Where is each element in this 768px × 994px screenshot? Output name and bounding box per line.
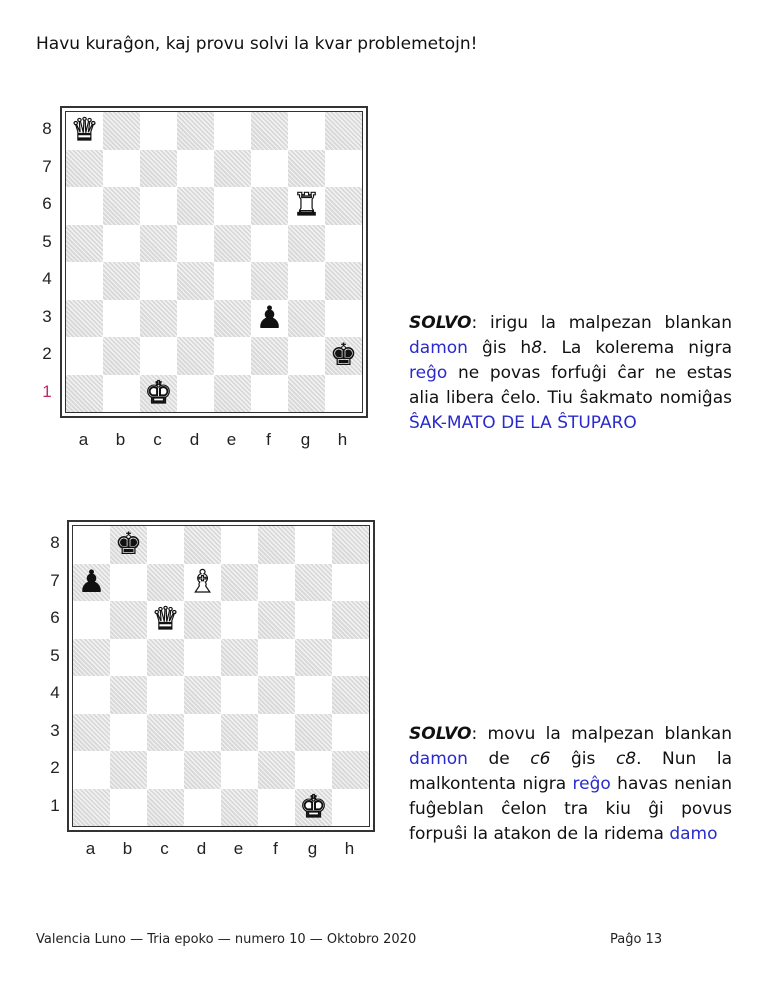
- square-f4: [251, 262, 288, 300]
- square-a8: [66, 112, 103, 150]
- link-rego[interactable]: reĝo: [409, 363, 448, 383]
- square-d5: [177, 225, 214, 263]
- square-e5: [214, 225, 251, 263]
- file-label: b: [115, 430, 126, 449]
- square-d7: [177, 150, 214, 188]
- white-king-icon: ♚: [144, 374, 173, 411]
- square-g5: [295, 639, 332, 677]
- square-d8: [184, 526, 221, 564]
- square-b2: [110, 751, 147, 789]
- square-b5: [110, 639, 147, 677]
- square-b3: [103, 300, 140, 338]
- square-g7: [295, 564, 332, 602]
- square-d6: [184, 601, 221, 639]
- square-c6: [147, 601, 184, 639]
- rank-label: 1: [50, 795, 60, 815]
- chess-board: [60, 106, 368, 418]
- solution-label: SOLVO: [409, 313, 472, 333]
- square-b6: [110, 601, 147, 639]
- square-c3: [147, 714, 184, 752]
- white-rook-icon: ♜: [292, 187, 321, 224]
- link-rego[interactable]: reĝo: [572, 774, 611, 794]
- square-c2: [140, 337, 177, 375]
- square-h4: [332, 676, 369, 714]
- square-h7: [325, 150, 362, 188]
- black-pawn-icon: ♟: [255, 299, 284, 336]
- white-queen-icon: ♛: [151, 601, 180, 638]
- square-d2: [184, 751, 221, 789]
- square-a5: [73, 639, 110, 677]
- square-a3: [66, 300, 103, 338]
- square-f2: [258, 751, 295, 789]
- link-damon[interactable]: damon: [409, 749, 468, 769]
- white-bishop-icon: ♝: [188, 563, 217, 600]
- rank-label: 7: [42, 156, 52, 176]
- square-b3: [110, 714, 147, 752]
- intro-text: Havu kuraĝon, kaj provu solvi la kvar problemetojn!: [36, 34, 478, 54]
- file-label: a: [85, 839, 96, 858]
- square-e4: [214, 262, 251, 300]
- square-g6: [295, 601, 332, 639]
- square-a1: [66, 375, 103, 413]
- square-e3: [214, 300, 251, 338]
- square-b5: [103, 225, 140, 263]
- solution-text: . Nun la malkontenta nigra: [409, 749, 733, 794]
- solution-text: : movu la malpezan blankan: [471, 724, 732, 744]
- square-e1: [221, 789, 258, 827]
- square-h5: [332, 639, 369, 677]
- footer-page-number: Paĝo 13: [610, 932, 663, 947]
- square-c8: [147, 526, 184, 564]
- rank-label: 5: [42, 231, 52, 251]
- square-a8: [73, 526, 110, 564]
- square-c6: [140, 187, 177, 225]
- square-c5: [140, 225, 177, 263]
- square-a6: [73, 601, 110, 639]
- square-g1: [288, 375, 325, 413]
- square-ref: c8: [615, 749, 637, 769]
- square-c2: [147, 751, 184, 789]
- square-e6: [221, 601, 258, 639]
- square-d4: [184, 676, 221, 714]
- link-damon[interactable]: damon: [409, 338, 468, 358]
- square-g4: [288, 262, 325, 300]
- footer-publication: Valencia Luno — Tria epoko — numero 10 — Oktobro 2020: [36, 932, 417, 947]
- white-queen-icon: ♛: [70, 112, 99, 149]
- square-c4: [140, 262, 177, 300]
- square-f3: [251, 300, 288, 338]
- square-e6: [214, 187, 251, 225]
- square-g3: [295, 714, 332, 752]
- black-king-icon: ♚: [329, 337, 358, 374]
- square-b1: [103, 375, 140, 413]
- square-a1: [73, 789, 110, 827]
- solution-text: de: [467, 749, 531, 769]
- solution-text: ne povas forfuĝi ĉar ne estas alia libera ĉelo. Tiu ŝakmato nomiĝas: [409, 363, 732, 408]
- solution-text-1: [409, 311, 732, 436]
- square-a6: [66, 187, 103, 225]
- square-h3: [325, 300, 362, 338]
- square-h6: [332, 601, 369, 639]
- square-ref: 8: [531, 338, 543, 358]
- square-g5: [288, 225, 325, 263]
- square-c4: [147, 676, 184, 714]
- square-g2: [295, 751, 332, 789]
- square-g6: [288, 187, 325, 225]
- rank-label: 1: [42, 381, 52, 401]
- rank-label: 6: [42, 194, 52, 213]
- file-label: b: [122, 839, 133, 858]
- square-b4: [110, 676, 147, 714]
- square-b7: [103, 150, 140, 188]
- rank-label: 3: [42, 306, 52, 326]
- file-label: d: [189, 430, 200, 449]
- square-h4: [325, 262, 362, 300]
- solution-text-2: [409, 722, 732, 847]
- square-h8: [325, 112, 362, 150]
- file-label: c: [153, 430, 162, 449]
- file-label: g: [307, 839, 318, 858]
- square-h1: [332, 789, 369, 827]
- square-e5: [221, 639, 258, 677]
- square-c8: [140, 112, 177, 150]
- file-label: d: [196, 839, 207, 858]
- solution-label: SOLVO: [409, 724, 472, 744]
- square-e7: [214, 150, 251, 188]
- square-f7: [258, 564, 295, 602]
- rank-label: 4: [50, 683, 60, 702]
- square-f8: [258, 526, 295, 564]
- square-f1: [258, 789, 295, 827]
- square-e3: [221, 714, 258, 752]
- file-label: e: [233, 839, 244, 858]
- solution-text: ĝis: [550, 749, 616, 769]
- square-h8: [332, 526, 369, 564]
- square-f5: [258, 639, 295, 677]
- square-d8: [177, 112, 214, 150]
- square-d1: [177, 375, 214, 413]
- square-f5: [251, 225, 288, 263]
- file-label: g: [300, 430, 311, 449]
- square-a4: [73, 676, 110, 714]
- solution-text: ĝis h: [467, 338, 532, 358]
- square-g8: [295, 526, 332, 564]
- square-e7: [221, 564, 258, 602]
- square-e2: [221, 751, 258, 789]
- square-g1: [295, 789, 332, 827]
- square-a2: [66, 337, 103, 375]
- file-label: f: [273, 839, 278, 858]
- square-e8: [214, 112, 251, 150]
- rank-label: 8: [50, 533, 60, 552]
- square-b2: [103, 337, 140, 375]
- black-king-icon: ♚: [114, 526, 143, 563]
- rank-label: 2: [42, 344, 52, 363]
- file-label: f: [266, 430, 271, 449]
- square-h1: [325, 375, 362, 413]
- file-label: e: [226, 430, 237, 449]
- square-b7: [110, 564, 147, 602]
- square-h2: [325, 337, 362, 375]
- square-f4: [258, 676, 295, 714]
- square-g4: [295, 676, 332, 714]
- square-d7: [184, 564, 221, 602]
- square-b1: [110, 789, 147, 827]
- square-e8: [221, 526, 258, 564]
- square-c3: [140, 300, 177, 338]
- solution-text: . La kolerema nigra: [542, 338, 733, 358]
- square-g2: [288, 337, 325, 375]
- square-e2: [214, 337, 251, 375]
- square-h7: [332, 564, 369, 602]
- solution-text: : irigu la malpezan blankan: [471, 313, 732, 333]
- rank-label: 7: [50, 570, 60, 590]
- rank-label: 2: [50, 758, 60, 777]
- square-a3: [73, 714, 110, 752]
- white-king-icon: ♚: [299, 788, 328, 825]
- rank-label: 5: [50, 645, 60, 665]
- square-a7: [73, 564, 110, 602]
- square-g8: [288, 112, 325, 150]
- square-h3: [332, 714, 369, 752]
- square-c7: [147, 564, 184, 602]
- square-d5: [184, 639, 221, 677]
- square-b8: [110, 526, 147, 564]
- rank-label: 6: [50, 608, 60, 627]
- square-a2: [73, 751, 110, 789]
- square-f6: [251, 187, 288, 225]
- square-d2: [177, 337, 214, 375]
- file-label: c: [160, 839, 169, 858]
- rank-label: 3: [50, 720, 60, 740]
- square-b4: [103, 262, 140, 300]
- square-f7: [251, 150, 288, 188]
- square-g3: [288, 300, 325, 338]
- square-c1: [147, 789, 184, 827]
- rank-label: 4: [42, 269, 52, 288]
- square-h2: [332, 751, 369, 789]
- link-damo[interactable]: damo: [669, 824, 718, 844]
- square-b8: [103, 112, 140, 150]
- square-a4: [66, 262, 103, 300]
- square-ref: c6: [530, 749, 551, 769]
- square-f2: [251, 337, 288, 375]
- square-d1: [184, 789, 221, 827]
- file-label: a: [78, 430, 89, 449]
- square-f3: [258, 714, 295, 752]
- square-a5: [66, 225, 103, 263]
- square-f1: [251, 375, 288, 413]
- square-e1: [214, 375, 251, 413]
- file-label: h: [344, 839, 355, 858]
- square-d6: [177, 187, 214, 225]
- square-c7: [140, 150, 177, 188]
- file-label: h: [337, 430, 348, 449]
- square-h6: [325, 187, 362, 225]
- chess-board: [67, 520, 375, 832]
- square-c5: [147, 639, 184, 677]
- square-e4: [221, 676, 258, 714]
- rank-label: 8: [42, 119, 52, 138]
- square-d4: [177, 262, 214, 300]
- square-f6: [258, 601, 295, 639]
- square-c1: [140, 375, 177, 413]
- square-d3: [184, 714, 221, 752]
- solution-text: havas nenian fuĝeblan ĉelon tra kiu ĝi povus forpuŝi la atakon de la ridema: [409, 774, 732, 844]
- black-pawn-icon: ♟: [77, 563, 106, 600]
- square-b6: [103, 187, 140, 225]
- square-g7: [288, 150, 325, 188]
- square-h5: [325, 225, 362, 263]
- square-d3: [177, 300, 214, 338]
- link-sakmato[interactable]: ŜAK-MATO DE LA ŜTUPARO: [409, 413, 637, 433]
- square-f8: [251, 112, 288, 150]
- square-a7: [66, 150, 103, 188]
